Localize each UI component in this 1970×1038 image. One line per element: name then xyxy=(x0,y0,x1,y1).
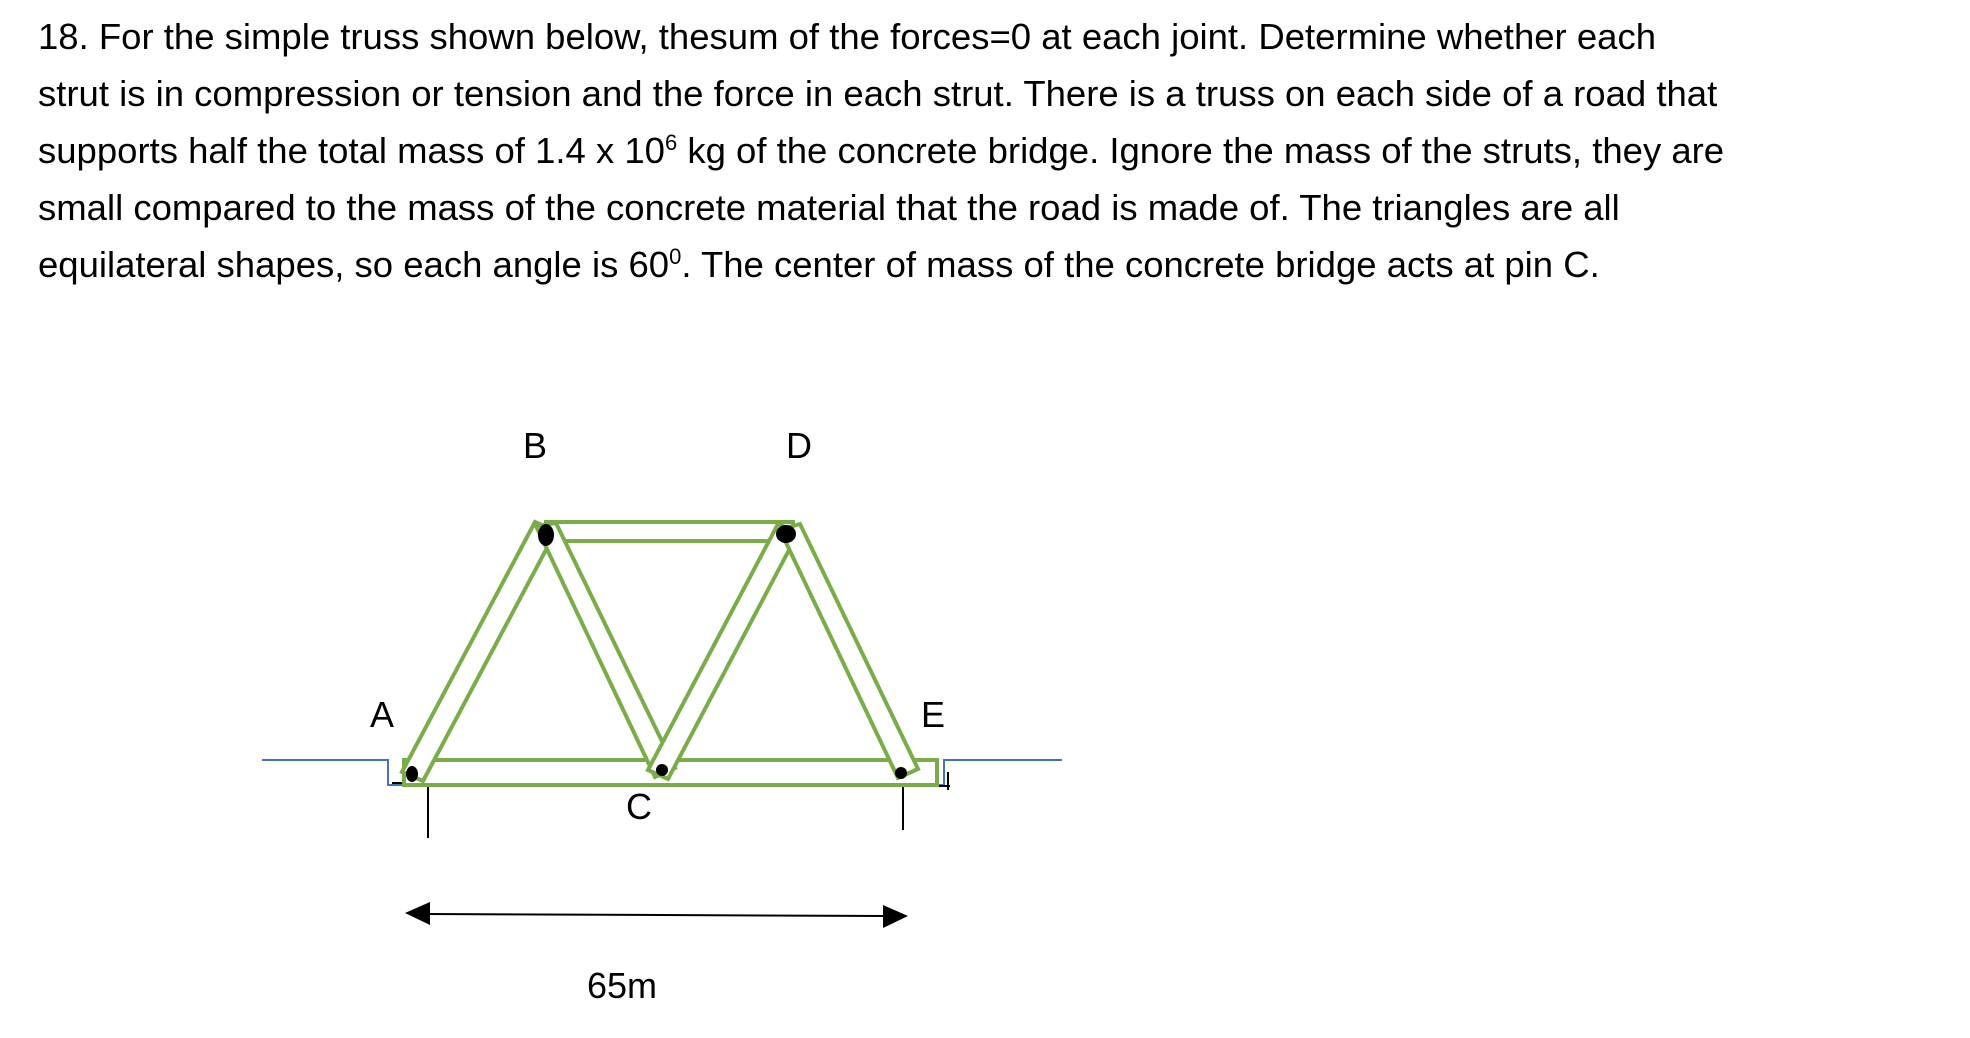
pin-a xyxy=(406,766,418,782)
label-a: A xyxy=(370,694,395,735)
truss-struts xyxy=(402,522,937,785)
dimension-line xyxy=(425,914,886,916)
problem-line-4: small compared to the mass of the concrete material that the road is made of. The triangles are all xyxy=(38,187,1620,228)
label-e: E xyxy=(921,694,946,735)
problem-line-1: 18. For the simple truss shown below, thesum of the forces=0 at each joint. Determine whether each xyxy=(38,16,1656,57)
label-d: D xyxy=(786,425,812,466)
pin-c xyxy=(656,764,668,776)
label-c: C xyxy=(626,786,652,827)
problem-line-5-b: . The center of mass of the concrete bridge acts at pin C. xyxy=(681,244,1600,285)
dimension-label: 65m xyxy=(587,965,658,1006)
strut-cd xyxy=(648,524,798,779)
problem-line-5-a: equilateral shapes, so each angle is 60 xyxy=(38,244,670,285)
degree-mark: 0 xyxy=(669,243,682,269)
arrowhead-right xyxy=(883,905,908,928)
strut-de xyxy=(780,524,918,778)
pin-b xyxy=(538,524,554,546)
strut-bd-top xyxy=(546,522,793,541)
strut-ab xyxy=(402,522,556,781)
pin-d xyxy=(776,525,796,543)
label-b: B xyxy=(523,425,548,466)
mass-exponent: 6 xyxy=(664,129,678,155)
dimension-arrow xyxy=(405,902,908,928)
arrowhead-left xyxy=(405,902,430,925)
strut-bc xyxy=(536,523,675,777)
pin-e xyxy=(895,767,907,779)
problem-line-2: strut is in compression or tension and the force in each strut. There is a truss on each side of a road that xyxy=(38,73,1718,114)
problem-line-3-b: kg of the concrete bridge. Ignore the mass of the struts, they are xyxy=(677,130,1725,171)
problem-line-3-a: supports half the total mass of 1.4 x 10 xyxy=(38,130,665,171)
